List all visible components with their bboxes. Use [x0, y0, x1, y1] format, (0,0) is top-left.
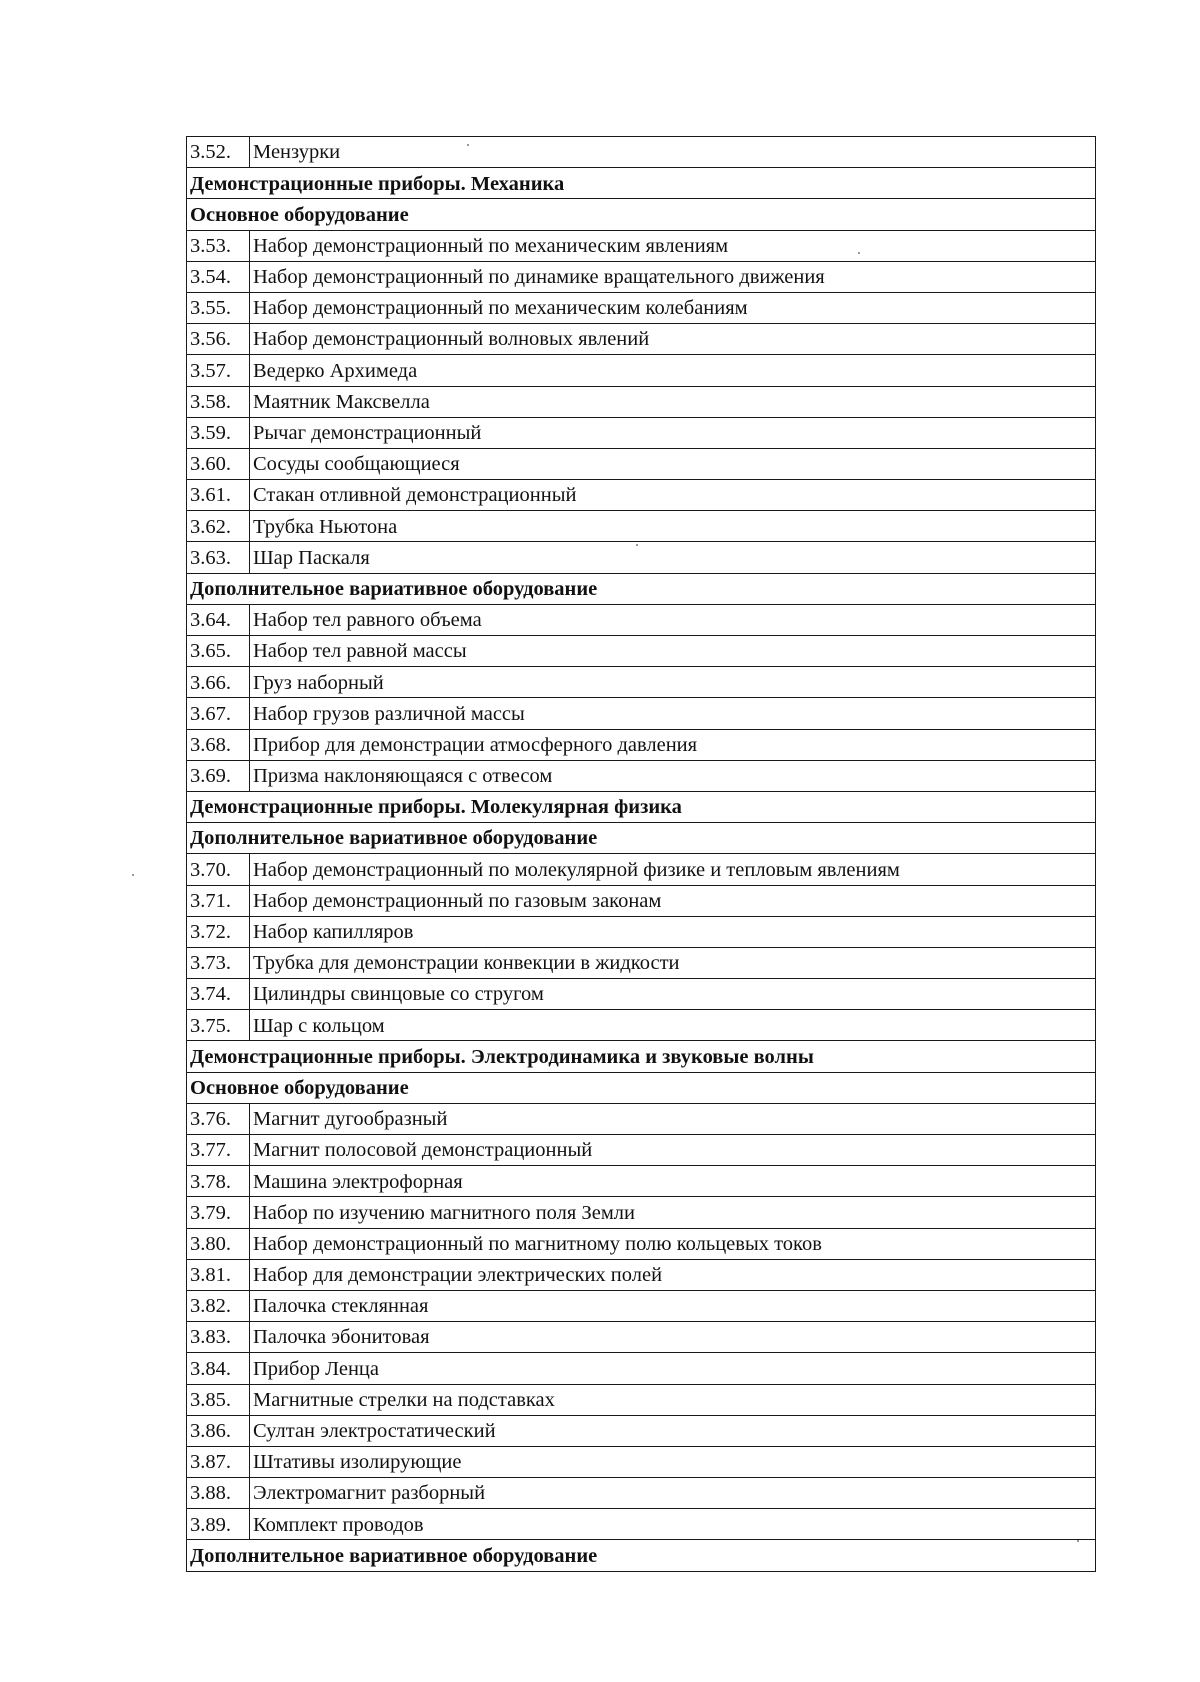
item-name: Сосуды сообщающиеся [250, 448, 1096, 479]
section-heading-row [187, 168, 1096, 199]
item-number: 3.72. [187, 916, 250, 947]
item-name: Набор демонстрационный по газовым законам [250, 885, 1096, 916]
section-heading-row [187, 1041, 1096, 1072]
item-number: 3.62. [187, 511, 250, 542]
table-row [187, 854, 1096, 885]
item-name: Призма наклоняющаяся с отвесом [250, 760, 1096, 791]
item-number: 3.68. [187, 729, 250, 760]
item-name: Магнит дугообразный [250, 1103, 1096, 1134]
item-name: Набор грузов различной массы [250, 698, 1096, 729]
item-name: Мензурки [250, 137, 1096, 168]
table-row [187, 1166, 1096, 1197]
item-name: Комплект проводов [250, 1509, 1096, 1540]
item-name: Машина электрофорная [250, 1166, 1096, 1197]
item-name: Палочка стеклянная [250, 1290, 1096, 1321]
item-number: 3.84. [187, 1353, 250, 1384]
section-heading-row [187, 1072, 1096, 1103]
item-name: Электромагнит разборный [250, 1478, 1096, 1509]
table-row [187, 698, 1096, 729]
table-row [187, 1446, 1096, 1477]
item-number: 3.70. [187, 854, 250, 885]
table-row [187, 480, 1096, 511]
item-name: Набор для демонстрации электрических полей [250, 1259, 1096, 1290]
table-row [187, 1415, 1096, 1446]
table-row [187, 1259, 1096, 1290]
section-heading: Дополнительное вариативное оборудование [187, 1540, 1096, 1571]
table-row [187, 1228, 1096, 1259]
table-row [187, 760, 1096, 791]
item-number: 3.75. [187, 1010, 250, 1041]
item-name: Шар Паскаля [250, 542, 1096, 573]
item-number: 3.58. [187, 386, 250, 417]
item-number: 3.59. [187, 417, 250, 448]
scan-speck [467, 144, 469, 146]
item-name: Стакан отливной демонстрационный [250, 480, 1096, 511]
item-number: 3.52. [187, 137, 250, 168]
table-row [187, 1322, 1096, 1353]
item-name: Штативы изолирующие [250, 1446, 1096, 1477]
section-heading-row [187, 573, 1096, 604]
item-name: Набор демонстрационный по механическим колебаниям [250, 292, 1096, 323]
item-name: Султан электростатический [250, 1415, 1096, 1446]
item-number: 3.76. [187, 1103, 250, 1134]
item-number: 3.63. [187, 542, 250, 573]
table-row [187, 1384, 1096, 1415]
item-name: Маятник Максвелла [250, 386, 1096, 417]
scan-speck [132, 874, 134, 876]
table-row [187, 604, 1096, 635]
item-number: 3.56. [187, 324, 250, 355]
item-name: Набор тел равного объема [250, 604, 1096, 635]
section-heading: Дополнительное вариативное оборудование [187, 573, 1096, 604]
table-row [187, 324, 1096, 355]
document-sheet [186, 136, 1096, 1572]
item-name: Ведерко Архимеда [250, 355, 1096, 386]
item-name: Трубка для демонстрации конвекции в жидкости [250, 947, 1096, 978]
item-name: Трубка Ньютона [250, 511, 1096, 542]
table-row [187, 1010, 1096, 1041]
item-name: Набор демонстрационный по молекулярной физике и тепловым явлениям [250, 854, 1096, 885]
table-row [187, 1135, 1096, 1166]
item-number: 3.79. [187, 1197, 250, 1228]
item-name: Набор демонстрационный по динамике вращательного движения [250, 261, 1096, 292]
table-row [187, 355, 1096, 386]
equipment-table [186, 136, 1096, 1572]
table-row [187, 261, 1096, 292]
table-row [187, 542, 1096, 573]
item-number: 3.83. [187, 1322, 250, 1353]
table-row [187, 1353, 1096, 1384]
item-number: 3.80. [187, 1228, 250, 1259]
item-number: 3.74. [187, 979, 250, 1010]
item-name: Набор по изучению магнитного поля Земли [250, 1197, 1096, 1228]
table-row [187, 1478, 1096, 1509]
table-row [187, 667, 1096, 698]
item-number: 3.78. [187, 1166, 250, 1197]
item-number: 3.82. [187, 1290, 250, 1321]
table-row [187, 1290, 1096, 1321]
section-heading-row [187, 791, 1096, 822]
item-name: Палочка эбонитовая [250, 1322, 1096, 1353]
table-row [187, 386, 1096, 417]
item-number: 3.55. [187, 292, 250, 323]
item-number: 3.66. [187, 667, 250, 698]
item-name: Набор тел равной массы [250, 636, 1096, 667]
item-name: Набор демонстрационный волновых явлений [250, 324, 1096, 355]
section-heading-row [187, 1540, 1096, 1571]
item-number: 3.69. [187, 760, 250, 791]
item-number: 3.88. [187, 1478, 250, 1509]
table-row [187, 979, 1096, 1010]
scan-speck [858, 252, 860, 254]
item-number: 3.77. [187, 1135, 250, 1166]
item-number: 3.57. [187, 355, 250, 386]
table-row [187, 417, 1096, 448]
table-row [187, 1509, 1096, 1540]
item-name: Набор демонстрационный по механическим явлениям [250, 230, 1096, 261]
item-number: 3.64. [187, 604, 250, 635]
item-name: Груз наборный [250, 667, 1096, 698]
item-number: 3.61. [187, 480, 250, 511]
item-number: 3.86. [187, 1415, 250, 1446]
item-number: 3.67. [187, 698, 250, 729]
section-heading: Демонстрационные приборы. Молекулярная физика [187, 791, 1096, 822]
item-number: 3.53. [187, 230, 250, 261]
item-name: Рычаг демонстрационный [250, 417, 1096, 448]
item-number: 3.65. [187, 636, 250, 667]
table-row [187, 729, 1096, 760]
item-name: Набор капилляров [250, 916, 1096, 947]
section-heading-row [187, 199, 1096, 230]
table-row [187, 292, 1096, 323]
section-heading: Основное оборудование [187, 199, 1096, 230]
table-row [187, 511, 1096, 542]
item-number: 3.54. [187, 261, 250, 292]
scan-speck [1077, 1540, 1079, 1542]
section-heading-row [187, 823, 1096, 854]
table-row [187, 947, 1096, 978]
item-number: 3.85. [187, 1384, 250, 1415]
table-row [187, 448, 1096, 479]
item-name: Прибор Ленца [250, 1353, 1096, 1384]
section-heading: Демонстрационные приборы. Электродинамика и звуковые волны [187, 1041, 1096, 1072]
item-number: 3.71. [187, 885, 250, 916]
item-name: Набор демонстрационный по магнитному полю кольцевых токов [250, 1228, 1096, 1259]
item-name: Магнитные стрелки на подставках [250, 1384, 1096, 1415]
table-row [187, 230, 1096, 261]
section-heading: Демонстрационные приборы. Механика [187, 168, 1096, 199]
item-name: Магнит полосовой демонстрационный [250, 1135, 1096, 1166]
table-row [187, 1197, 1096, 1228]
table-row [187, 1103, 1096, 1134]
table-row [187, 636, 1096, 667]
item-name: Прибор для демонстрации атмосферного давления [250, 729, 1096, 760]
item-number: 3.89. [187, 1509, 250, 1540]
section-heading: Дополнительное вариативное оборудование [187, 823, 1096, 854]
equipment-table-body [187, 137, 1096, 1572]
item-number: 3.81. [187, 1259, 250, 1290]
section-heading: Основное оборудование [187, 1072, 1096, 1103]
item-number: 3.60. [187, 448, 250, 479]
table-row [187, 885, 1096, 916]
item-name: Шар с кольцом [250, 1010, 1096, 1041]
scan-speck [636, 544, 638, 546]
item-name: Цилиндры свинцовые со стругом [250, 979, 1096, 1010]
table-row [187, 916, 1096, 947]
item-number: 3.73. [187, 947, 250, 978]
item-number: 3.87. [187, 1446, 250, 1477]
table-row [187, 137, 1096, 168]
